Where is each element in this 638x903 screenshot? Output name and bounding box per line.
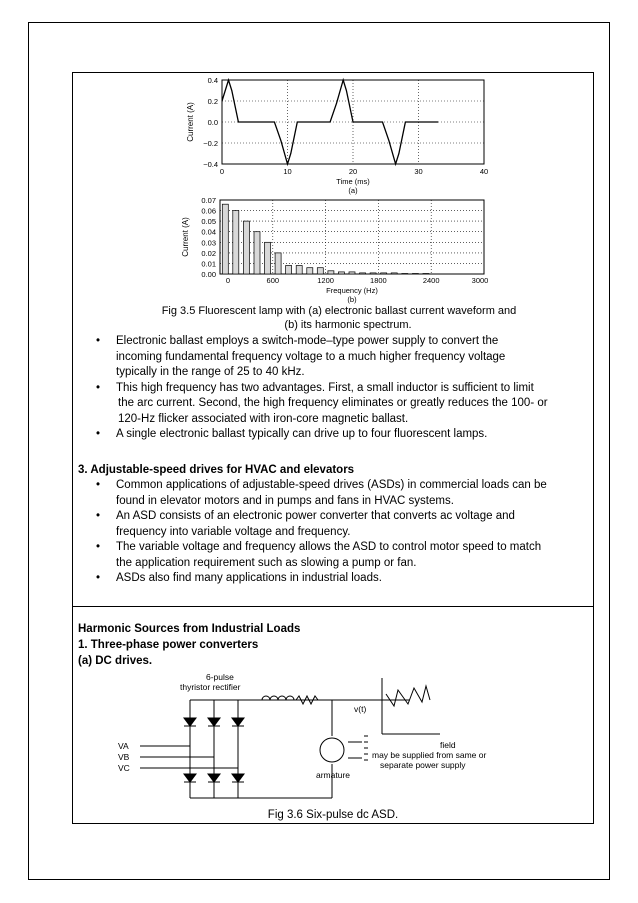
six-pulse-dc-asd-diagram <box>110 670 530 810</box>
waveform-xlabel: Time (ms) <box>336 177 370 186</box>
spectrum-bar <box>402 274 408 275</box>
smoothing-inductor <box>262 696 294 700</box>
thyristor-icon <box>184 774 196 782</box>
list-item-line: the arc current. Second, the high frequency eliminates or greatly reduces the 100- or <box>118 397 548 409</box>
list-item-line: • The variable voltage and frequency allows the ASD to control motor speed to match <box>116 541 542 553</box>
spectrum-x-tick: 600 <box>266 276 280 285</box>
supply-label-2: separate power supply <box>380 760 466 770</box>
waveform-y-tick: −0.4 <box>203 160 218 169</box>
spectrum-xlabel: Frequency (Hz) <box>326 286 378 295</box>
thyristor-icon <box>208 718 220 726</box>
spectrum-bar <box>328 271 334 274</box>
dc-motor-armature <box>320 738 344 762</box>
asd-bullet-list <box>74 478 594 587</box>
waveform-y-tick: 0.2 <box>207 97 218 106</box>
three-phase-heading: 1. Three-phase power converters <box>78 639 259 651</box>
spectrum-chart <box>170 194 500 306</box>
spectrum-x-tick: 1800 <box>370 276 387 285</box>
list-item <box>74 478 594 509</box>
dc-drives-heading: (a) DC drives. <box>78 655 153 667</box>
spectrum-bar <box>275 253 281 274</box>
pulse-label: 6-pulse <box>206 672 234 682</box>
spectrum-y-tick: 0.05 <box>201 217 216 227</box>
thyristor-icon <box>232 774 244 782</box>
list-item <box>74 540 594 571</box>
list-item-line: • This high frequency has two advantages. First, a small inductor is sufficient to limit <box>116 381 534 394</box>
spectrum-bar <box>370 273 376 274</box>
waveform-ylabel: Current (A) <box>186 102 195 142</box>
figure-3-5-caption-line2: (b) its harmonic spectrum. <box>284 319 412 331</box>
list-item-line: • Electronic ballast employs a switch-mode–type power supply to convert the <box>116 335 499 347</box>
vt-waveform <box>386 686 430 706</box>
spectrum-bar <box>360 273 366 274</box>
list-item-line: found in elevator motors and in pumps and fans in HVAC systems. <box>116 494 454 507</box>
waveform-y-tick: 0.4 <box>207 76 218 85</box>
section-divider <box>72 606 594 607</box>
waveform-x-tick: 30 <box>414 167 423 176</box>
spectrum-y-tick: 0.00 <box>201 270 216 279</box>
spectrum-sublabel: (b) <box>347 295 357 304</box>
spectrum-bar <box>412 274 418 275</box>
spectrum-bar <box>317 268 323 274</box>
waveform-x-tick: 0 <box>219 167 225 176</box>
list-item <box>74 334 594 381</box>
field-supply-bracket <box>364 736 368 760</box>
spectrum-x-tick: 3000 <box>471 276 489 285</box>
section-3-heading: 3. Adjustable-speed drives for HVAC and elevators <box>78 464 355 476</box>
spectrum-bar <box>254 232 260 274</box>
waveform-y-tick: 0.0 <box>207 118 218 127</box>
spectrum-bar <box>243 221 249 274</box>
list-item-line: frequency into variable voltage and frequency. <box>116 525 351 538</box>
spectrum-x-tick: 0 <box>225 276 231 285</box>
spectrum-bar <box>296 266 302 275</box>
figure-3-5-caption <box>72 304 594 332</box>
thyristor-icon <box>184 718 196 726</box>
spectrum-bar <box>265 242 271 274</box>
spectrum-bar <box>222 204 228 274</box>
figure-3-5-caption-line1: Fig 3.5 Fluorescent lamp with (a) electronic ballast current waveform and <box>161 305 517 317</box>
supply-label-1: may be supplied from same or <box>372 750 487 760</box>
list-item-line: • A single electronic ballast typically can drive up to four fluorescent lamps. <box>116 428 488 440</box>
list-item <box>74 427 594 443</box>
spectrum-y-tick: 0.06 <box>201 206 216 216</box>
thyristor-icon <box>208 774 220 782</box>
waveform-x-tick: 10 <box>283 167 292 176</box>
ballast-bullet-list <box>74 334 594 443</box>
list-item <box>74 381 594 428</box>
figure-3-6-caption: Fig 3.6 Six-pulse dc ASD. <box>267 809 399 821</box>
spectrum-y-tick: 0.04 <box>201 227 216 237</box>
list-item <box>74 571 594 587</box>
waveform-y-tick: −0.2 <box>203 139 218 148</box>
field-label: field <box>440 740 456 750</box>
spectrum-x-tick: 2400 <box>422 276 440 285</box>
phase-b-label: VB <box>118 752 130 762</box>
waveform-x-tick: 40 <box>479 167 489 176</box>
spectrum-y-tick: 0.07 <box>201 196 216 205</box>
spectrum-bar <box>233 211 239 274</box>
thyristor-icon <box>232 718 244 726</box>
spectrum-bar <box>338 272 344 274</box>
spectrum-bar <box>286 266 292 275</box>
spectrum-bar <box>391 273 397 274</box>
spectrum-y-tick: 0.03 <box>201 238 216 248</box>
spectrum-y-tick: 0.02 <box>201 248 216 258</box>
spectrum-x-tick: 1200 <box>317 276 334 285</box>
armature-label: armature <box>316 770 351 780</box>
industrial-heading: Harmonic Sources from Industrial Loads <box>78 623 301 635</box>
rectifier-label: thyristor rectifier <box>180 682 241 692</box>
spectrum-ylabel: Current (A) <box>181 217 190 257</box>
list-item <box>74 509 594 540</box>
phase-c-label: VC <box>118 763 130 773</box>
waveform-chart <box>170 74 500 196</box>
spectrum-y-tick: 0.01 <box>201 259 216 269</box>
list-item-line: 120-Hz flicker associated with iron-core magnetic ballast. <box>118 412 409 425</box>
list-item-line: the application requirement such as slowing a pump or fan. <box>116 556 417 569</box>
vt-label: v(t) <box>354 704 367 714</box>
phase-a-label: VA <box>118 741 129 751</box>
list-item-line: incoming fundamental frequency voltage to a much higher frequency voltage <box>116 350 506 363</box>
list-item-line: • ASDs also find many applications in industrial loads. <box>116 572 382 584</box>
spectrum-bar <box>381 273 387 274</box>
waveform-x-tick: 20 <box>348 167 358 176</box>
spectrum-bar <box>307 268 313 274</box>
waveform-sublabel: (a) <box>348 186 358 195</box>
list-item-line: • An ASD consists of an electronic power converter that converts ac voltage and <box>116 510 515 522</box>
waveform-series-line <box>222 80 438 164</box>
spectrum-bar <box>423 274 429 275</box>
spectrum-bar <box>349 272 355 274</box>
list-item-line: typically in the range of 25 to 40 kHz. <box>116 366 305 378</box>
list-item-line: • Common applications of adjustable-speed drives (ASDs) in commercial loads can be <box>116 479 547 491</box>
